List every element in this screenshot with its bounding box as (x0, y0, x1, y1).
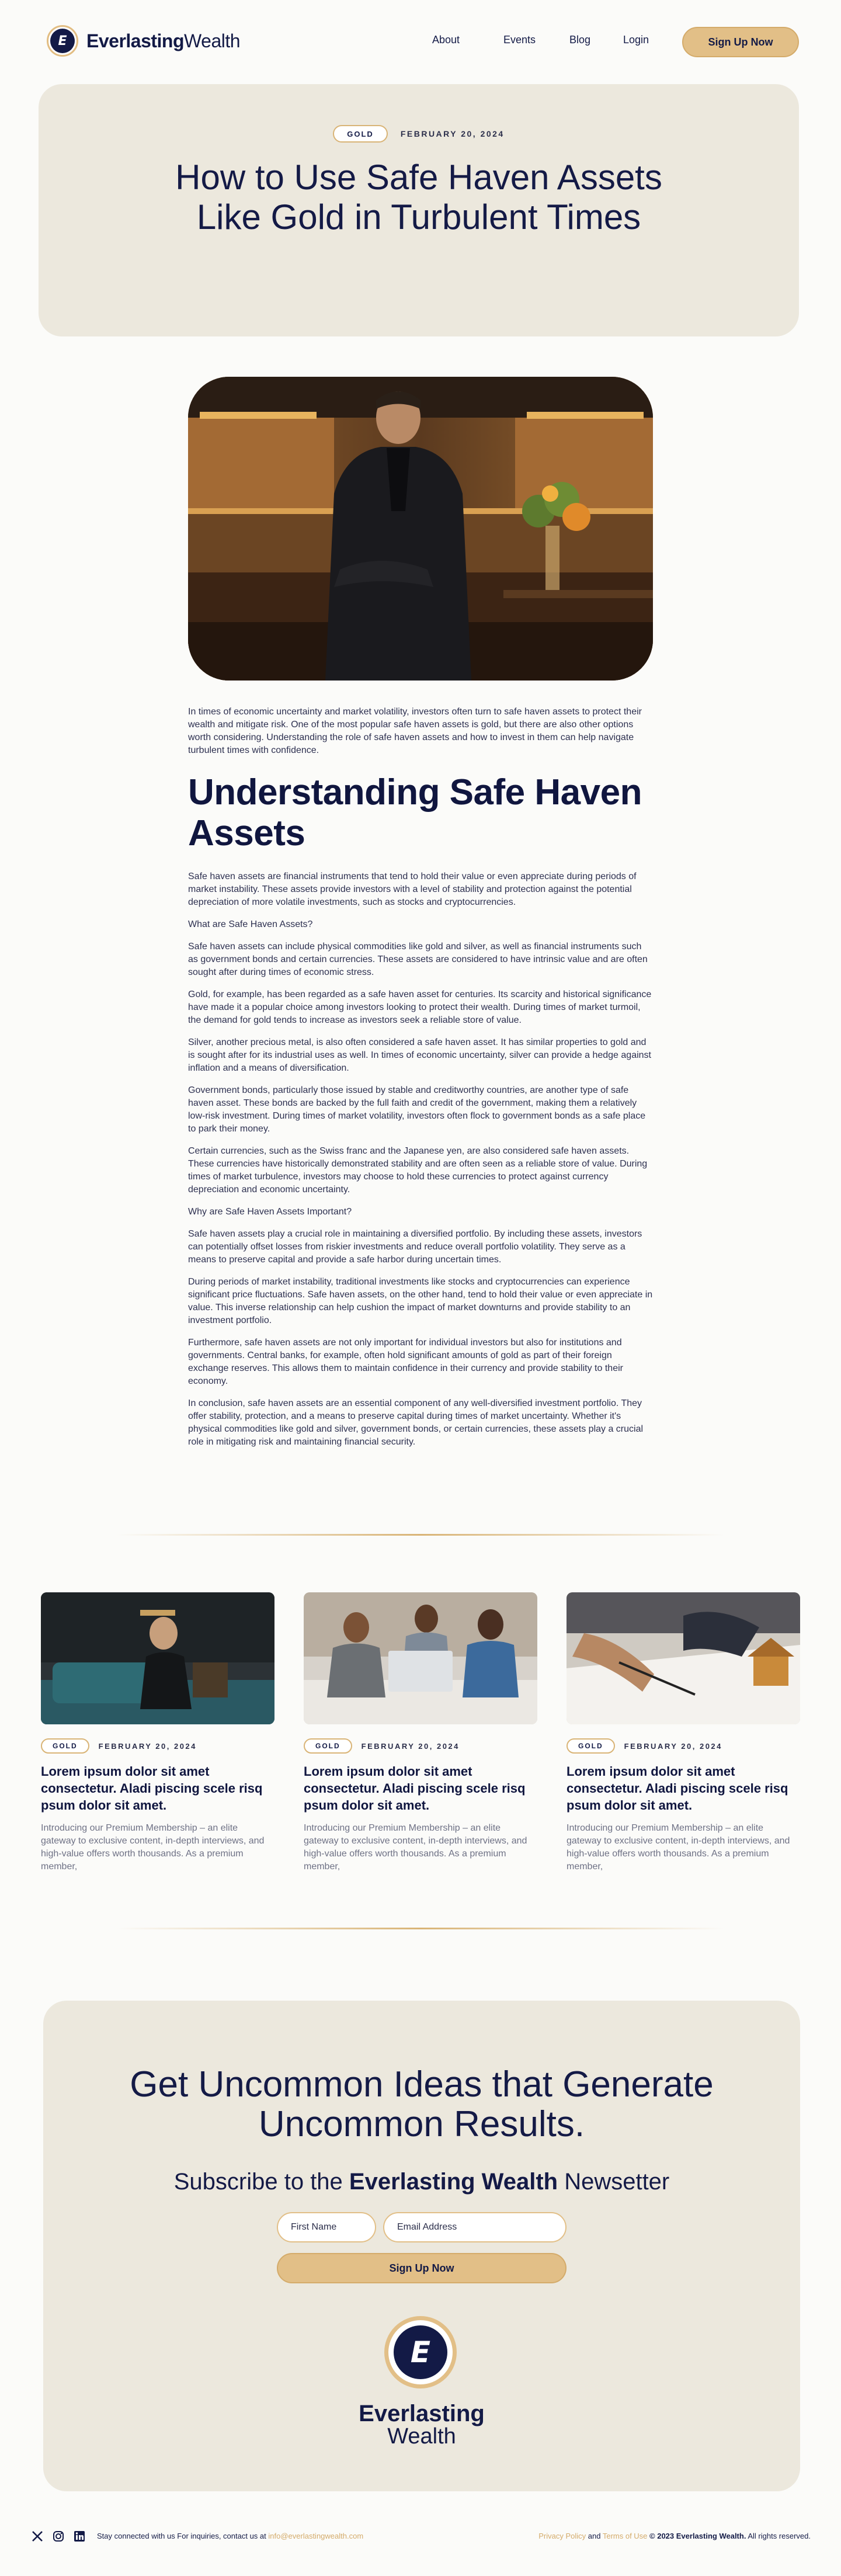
article-hero (39, 84, 799, 336)
logo-mark-icon: E (47, 25, 78, 57)
article-paragraph: In conclusion, safe haven assets are an essential component of any well-diversified investment portfolio. They offer stability, protection, and a means to preserve capital during times of market uncertainty. Whether it's physical commodities like gold and silver, government bonds, or certain currencies, these assets play a crucial role in mitigating risk and maintaining financial security. (188, 1398, 644, 1447)
article-paragraph: Government bonds, particularly those issued by stable and creditworthy countries, are another type of safe haven asset. These bonds are backed by the full faith and credit of the government, making them a relatively low-risk investment. During times of market volatility, investors often flock to government bonds as a safe place to park their money. (188, 1085, 646, 1134)
related-post-card[interactable] (304, 1592, 537, 1873)
card-excerpt: Introducing our Premium Membership – an elite gateway to exclusive content, in-depth interviews, and high-value offers worth thousands. As a premium member, (567, 1823, 790, 1872)
logo-mark-icon: E (384, 2316, 457, 2388)
email-field[interactable]: Email Address (383, 2212, 567, 2242)
brand-logo[interactable] (47, 25, 240, 57)
site-header (0, 0, 841, 88)
nav-blog[interactable]: Blog (569, 34, 591, 46)
nav-login[interactable]: Login (623, 34, 649, 46)
linkedin-icon[interactable] (72, 2529, 86, 2543)
site-footer (0, 2512, 841, 2558)
newsletter-title: Get Uncommon Ideas that Generate Uncommon Results. (130, 2064, 714, 2144)
logo-wordmark: Wealth (387, 2424, 456, 2449)
article-subheading: What are Safe Haven Assets? (188, 919, 313, 929)
section-divider (117, 1534, 724, 1536)
article-meta (39, 125, 799, 143)
article-paragraph: Furthermore, safe haven assets are not only important for individual investors but also for institutions and governments. Central banks, for example, often hold significant amounts of gold as part of their foreign exchange reserves. This allows them to maintain confidence in their currency and provide stability to their economy. (188, 1338, 623, 1386)
card-image[interactable] (567, 1592, 800, 1724)
card-title[interactable]: Lorem ipsum dolor sit amet consectetur. Aladi piscing scele risq psum dolor sit amet. (304, 1764, 526, 1813)
article-paragraph: Safe haven assets are financial instruments that tend to hold their value or even appreciate during periods of market instability. These assets provide investors with a level of stability and protection against the potential depreciation of more volatile investments, such as stocks and cryptocurrencies. (188, 872, 637, 907)
publish-date: FEBRUARY 20, 2024 (400, 129, 505, 138)
newsletter-subtitle: Subscribe to the Everlasting Wealth Newsetter (173, 2169, 670, 2195)
x-icon[interactable] (30, 2529, 44, 2543)
first-name-field[interactable]: First Name (277, 2212, 376, 2242)
article-paragraph: Gold, for example, has been regarded as a safe haven asset for centuries. Its scarcity and historical significance have made it a popular choice among investors looking to protect their wealth. During times of market turmoil, the demand for gold tends to increase as investors seek a reliable store of value. (188, 990, 652, 1025)
article-body (188, 706, 653, 1458)
footer-contact: Stay connected with us For inquiries, contact us at info@everlastingwealth.com (97, 2532, 364, 2540)
privacy-link[interactable]: Privacy Policy (538, 2532, 586, 2540)
article-paragraph: During periods of market instability, traditional investments like stocks and cryptocurrencies can experience significant price fluctuations. Safe haven assets, on the other hand, tend to hold their value or even appreciate in value. This inverse relationship can help cushion the impact of market downturns and provide stability to an investment portfolio. (188, 1277, 653, 1325)
newsletter-section (43, 2001, 800, 2491)
section-heading: Understanding Safe Haven Assets (188, 772, 642, 853)
newsletter-signup-button[interactable]: Sign Up Now (277, 2253, 567, 2283)
article-paragraph: Safe haven assets play a crucial role in maintaining a diversified portfolio. By including these assets, investors can potentially offset losses from riskier investments and reduce overall portfolio volatility. They serve as a means to preserve capital and provide a safe harbor during uncertain times. (188, 1229, 642, 1265)
card-excerpt: Introducing our Premium Membership – an elite gateway to exclusive content, in-depth interviews, and high-value offers worth thousands. As a premium member, (304, 1823, 527, 1872)
category-tag[interactable]: GOLD (333, 125, 388, 143)
card-title[interactable]: Lorem ipsum dolor sit amet consectetur. Aladi piscing scele risq psum dolor sit amet. (41, 1764, 263, 1813)
nav-about[interactable]: About (432, 34, 460, 46)
article-paragraph: Silver, another precious metal, is also often considered a safe haven asset. It has similar properties to gold and is sought after for its industrial uses as well. In times of economic uncertainty, silver can provide a hedge against inflation and a means of diversification. (188, 1037, 651, 1073)
article-subheading: Why are Safe Haven Assets Important? (188, 1207, 352, 1217)
card-date: FEBRUARY 20, 2024 (624, 1741, 722, 1751)
terms-link[interactable]: Terms of Use (602, 2532, 648, 2540)
card-meta (567, 1738, 800, 1754)
brand-name: EverlastingWealth (86, 30, 241, 51)
card-image[interactable] (304, 1592, 537, 1724)
related-post-card[interactable] (41, 1592, 274, 1873)
card-meta (41, 1738, 274, 1754)
category-tag[interactable]: GOLD (304, 1738, 352, 1754)
footer-legal: Privacy Policy and Terms of Use © 2023 Everlasting Wealth. All rights reserved. (538, 2532, 811, 2540)
card-date: FEBRUARY 20, 2024 (98, 1741, 197, 1751)
contact-email-link[interactable]: info@everlastingwealth.com (268, 2532, 364, 2540)
category-tag[interactable]: GOLD (41, 1738, 89, 1754)
card-image[interactable] (41, 1592, 274, 1724)
card-date: FEBRUARY 20, 2024 (361, 1741, 460, 1751)
instagram-icon[interactable] (51, 2529, 65, 2543)
nav-events[interactable]: Events (503, 34, 536, 46)
article-paragraph: Certain currencies, such as the Swiss franc and the Japanese yen, are also considered safe haven assets. These currencies have historically demonstrated stability and are often seen as a reliable store of value. During times of market turbulence, investors may choose to hold these currencies to protect against currency depreciation and economic uncertainty. (188, 1146, 648, 1195)
article-paragraph: Safe haven assets can include physical commodities like gold and silver, as well as financial instruments such as government bonds and certain currencies. These assets are considered to have intrinsic value and are often sought after during times of economic stress. (188, 942, 648, 977)
section-divider (117, 1928, 724, 1929)
category-tag[interactable]: GOLD (567, 1738, 615, 1754)
logo-wordmark: Everlasting (359, 2401, 485, 2426)
card-excerpt: Introducing our Premium Membership – an elite gateway to exclusive content, in-depth interviews, and high-value offers worth thousands. As a premium member, (41, 1823, 265, 1872)
article-title: How to Use Safe Haven Assets Like Gold in Turbulent Times (175, 158, 662, 237)
article-intro: In times of economic uncertainty and market volatility, investors often turn to safe haven assets to protect their wealth and mitigate risk. One of the most popular safe haven assets is gold, but there are also other options worth considering. Understanding the role of safe haven assets and how to invest in them can help navigate turbulent times with confidence. (188, 707, 642, 755)
related-post-card[interactable] (567, 1592, 800, 1873)
card-title[interactable]: Lorem ipsum dolor sit amet consectetur. Aladi piscing scele risq psum dolor sit amet. (567, 1764, 788, 1813)
feature-image (188, 377, 653, 681)
card-meta (304, 1738, 537, 1754)
header-signup-button[interactable]: Sign Up Now (682, 27, 799, 57)
